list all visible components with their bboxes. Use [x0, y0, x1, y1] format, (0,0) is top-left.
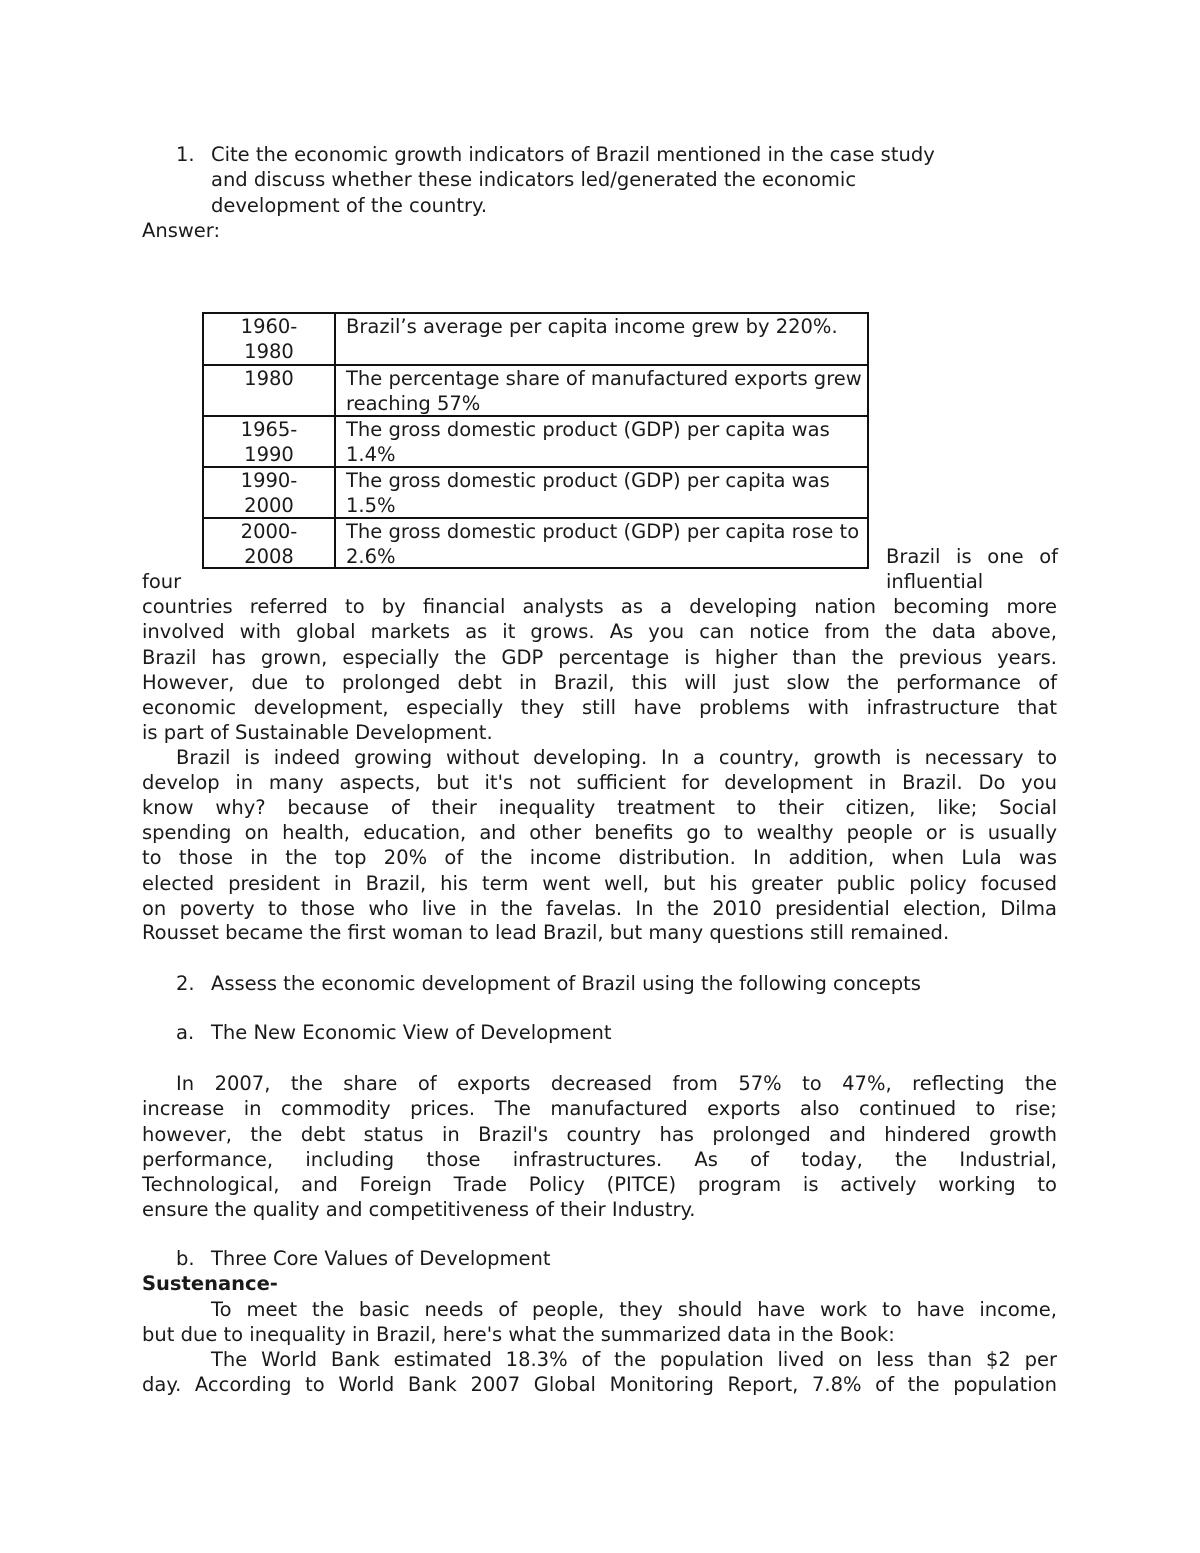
paragraph-2-first-line: Brazil is indeed growing without developing. In a country, growth is necessary to	[176, 746, 1057, 769]
table-year-cell: 1990- 2000	[240, 469, 298, 517]
question-1-line-1: Cite the economic growth indicators of Brazil mentioned in the case study	[211, 143, 935, 166]
paragraph-3-line: however, the debt status in Brazil's country has prolonged and hindered growth	[142, 1123, 1057, 1146]
wrap-text-right-1: Brazil is one of	[886, 545, 1058, 568]
paragraph-2-line: elected president in Brazil, his term went well, but his greater public policy focused	[142, 872, 1057, 895]
paragraph-3-line: increase in commodity prices. The manufactured exports also continued to rise;	[142, 1097, 1057, 1120]
paragraph-3-line: Technological, and Foreign Trade Policy (PITCE) program is actively working to	[142, 1173, 1057, 1196]
paragraph-3-last-line: ensure the quality and competitiveness of their Industry.	[142, 1198, 696, 1221]
paragraph-2-line: develop in many aspects, but it's not sufficient for development in Brazil. Do you	[142, 771, 1057, 794]
table-year-cell: 1965- 1990	[240, 418, 298, 466]
table-description-cell: The gross domestic product (GDP) per capita rose to 2.6%	[346, 520, 860, 568]
paragraph-1-line: economic development, especially they still have problems with infrastructure that	[142, 696, 1057, 719]
paragraph-4-last-line: but due to inequality in Brazil, here's what the summarized data in the Book:	[142, 1323, 895, 1346]
subquestion-b-letter: b.	[176, 1247, 195, 1270]
answer-label: Answer:	[142, 219, 221, 242]
paragraph-1-line: involved with global markets as it grows. As you can notice from the data above,	[142, 620, 1057, 643]
table-description-cell: The gross domestic product (GDP) per capita was 1.5%	[346, 469, 830, 517]
paragraph-2-line: on poverty to those who live in the favelas. In the 2010 presidential election, Dilma	[142, 897, 1057, 920]
growth-indicators-table	[202, 312, 869, 569]
table-description-cell: The gross domestic product (GDP) per capita was 1.4%	[346, 418, 830, 466]
paragraph-1-last-line: is part of Sustainable Development.	[142, 721, 493, 744]
table-year-cell: 2000- 2008	[240, 520, 298, 568]
paragraph-5-first-line: The World Bank estimated 18.3% of the population lived on less than $2 per	[211, 1348, 1057, 1371]
paragraph-2-last-line: Rousset became the first woman to lead Brazil, but many questions still remained.	[142, 921, 950, 944]
paragraph-2-line: know why? because of their inequality treatment to their citizen, like; Social	[142, 796, 1057, 819]
table-row	[204, 417, 867, 468]
paragraph-2-line: to those in the top 20% of the income distribution. In addition, when Lula was	[142, 846, 1057, 869]
paragraph-3-line: performance, including those infrastructures. As of today, the Industrial,	[142, 1148, 1057, 1171]
paragraph-5-line: day. According to World Bank 2007 Global Monitoring Report, 7.8% of the population	[142, 1373, 1057, 1396]
table-year-cell: 1980	[244, 367, 294, 390]
table-row	[204, 468, 867, 519]
table-row	[204, 314, 867, 366]
question-1-line-2: and discuss whether these indicators led/generated the economic	[211, 168, 857, 191]
table-description-cell: Brazil’s average per capita income grew by 220%.	[346, 315, 838, 338]
question-2-text: Assess the economic development of Brazil using the following concepts	[211, 972, 921, 995]
table-row	[204, 366, 867, 417]
question-2-number: 2.	[176, 972, 195, 995]
question-1-line-3: development of the country.	[211, 194, 488, 217]
table-year-cell: 1960- 1980	[240, 315, 298, 363]
table-description-cell: The percentage share of manufactured exports grew reaching 57%	[346, 367, 862, 415]
sustenance-heading: Sustenance-	[142, 1272, 278, 1295]
paragraph-2-line: spending on health, education, and other benefits go to wealthy people or is usually	[142, 821, 1057, 844]
wrap-text-right-2: influential	[886, 570, 984, 593]
paragraph-3-first-line: In 2007, the share of exports decreased from 57% to 47%, reflecting the	[176, 1072, 1057, 1095]
paragraph-1-line: Brazil has grown, especially the GDP percentage is higher than the previous years.	[142, 646, 1057, 669]
paragraph-1-line: countries referred to by financial analysts as a developing nation becoming more	[142, 595, 1057, 618]
paragraph-4-first-line: To meet the basic needs of people, they should have work to have income,	[211, 1298, 1057, 1321]
subquestion-b-text: Three Core Values of Development	[211, 1247, 551, 1270]
subquestion-a-text: The New Economic View of Development	[211, 1021, 612, 1044]
question-1-number: 1.	[176, 143, 195, 166]
paragraph-1-line: However, due to prolonged debt in Brazil, this will just slow the performance of	[142, 671, 1057, 694]
table-row	[204, 519, 867, 567]
subquestion-a-letter: a.	[176, 1021, 195, 1044]
wrap-text-left-2: four	[142, 570, 182, 593]
